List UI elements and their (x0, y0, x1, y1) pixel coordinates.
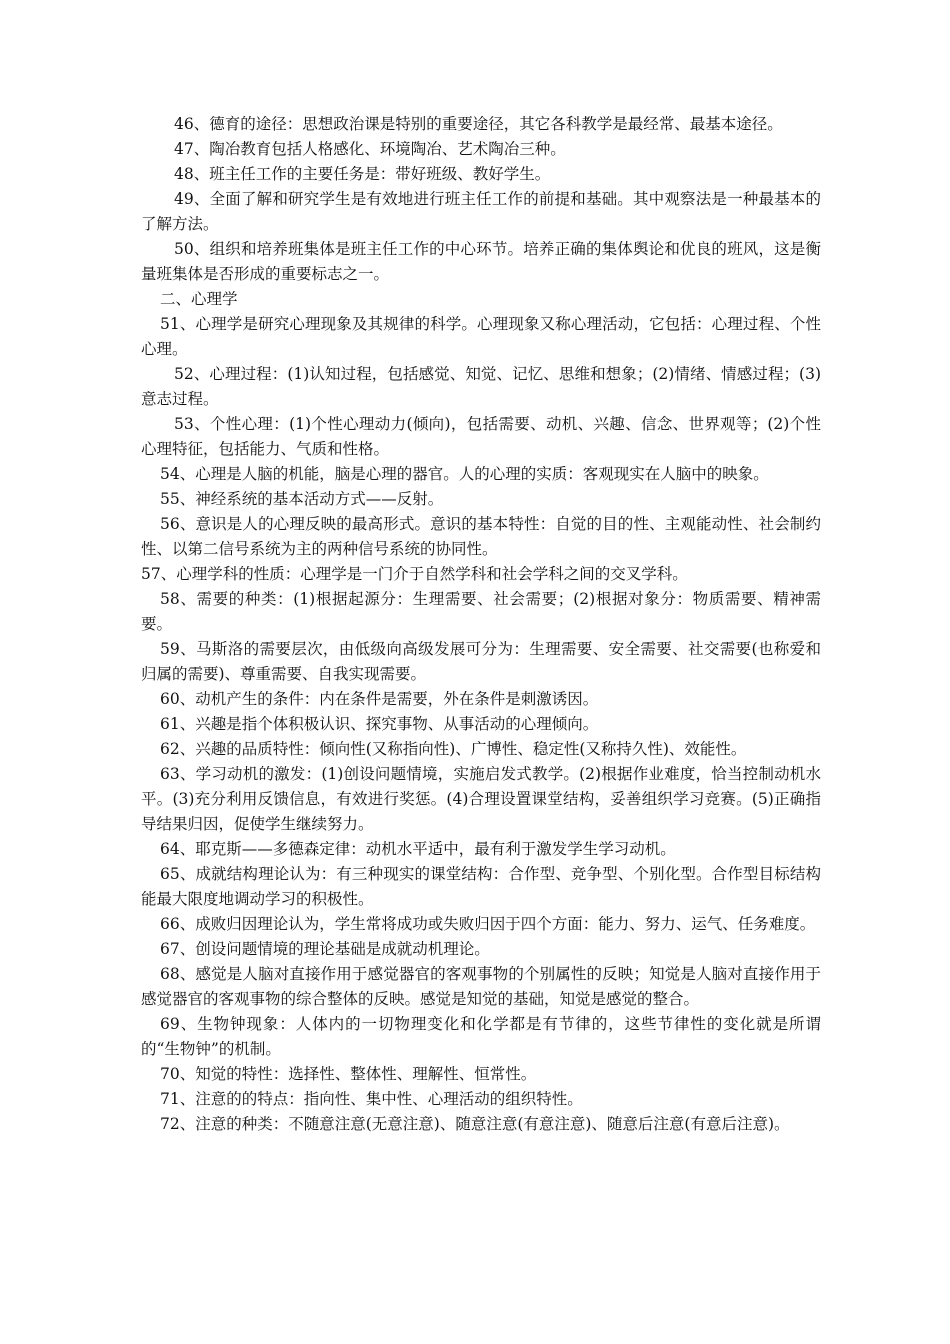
paragraph-50: 50、组织和培养班集体是班主任工作的中心环节。培养正确的集体舆论和优良的班风，这是衡量班集体是否形成的重要标志之一。 (141, 240, 821, 283)
section-heading-psychology: 二、心理学 (160, 290, 238, 308)
paragraph-58: 58、需要的种类：(1)根据起源分：生理需要、社会需要；(2)根据对象分：物质需要、精神需要。 (141, 590, 821, 633)
paragraph-70: 70、知觉的特性：选择性、整体性、理解性、恒常性。 (160, 1065, 537, 1083)
paragraph-72: 72、注意的种类：不随意注意(无意注意)、随意注意(有意注意)、随意后注意(有意后注意)。 (160, 1115, 790, 1133)
paragraph-60: 60、动机产生的条件：内在条件是需要，外在条件是刺激诱因。 (160, 690, 599, 708)
paragraph-56: 56、意识是人的心理反映的最高形式。意识的基本特性：自觉的目的性、主观能动性、社会制约性、以第二信号系统为主的两种信号系统的协同性。 (141, 515, 821, 558)
paragraph-48: 48、班主任工作的主要任务是：带好班级、教好学生。 (174, 165, 551, 183)
paragraph-59: 59、马斯洛的需要层次，由低级向高级发展可分为：生理需要、安全需要、社交需要(也称爱和归属的需要)、尊重需要、自我实现需要。 (141, 640, 821, 683)
paragraph-65: 65、成就结构理论认为：有三种现实的课堂结构：合作型、竞争型、个别化型。合作型目标结构能最大限度地调动学习的积极性。 (141, 865, 821, 908)
paragraph-51: 51、心理学是研究心理现象及其规律的科学。心理现象又称心理活动，它包括：心理过程、个性心理。 (141, 315, 821, 358)
paragraph-62: 62、兴趣的品质特性：倾向性(又称指向性)、广博性、稳定性(又称持久性)、效能性。 (160, 740, 747, 758)
paragraph-49: 49、全面了解和研究学生是有效地进行班主任工作的前提和基础。其中观察法是一种最基本的了解方法。 (141, 190, 821, 233)
paragraph-61: 61、兴趣是指个体积极认识、探究事物、从事活动的心理倾向。 (160, 715, 599, 733)
paragraph-71: 71、注意的的特点：指向性、集中性、心理活动的组织特性。 (160, 1090, 583, 1108)
paragraph-47: 47、陶冶教育包括人格感化、环境陶冶、艺术陶冶三种。 (174, 140, 566, 158)
paragraph-69: 69、生物钟现象：人体内的一切物理变化和化学都是有节律的，这些节律性的变化就是所谓的“生物钟”的机制。 (141, 1015, 821, 1058)
paragraph-55: 55、神经系统的基本活动方式——反射。 (160, 490, 444, 508)
paragraph-46: 46、德育的途径：思想政治课是特别的重要途径，其它各科教学是最经常、最基本途径。 (174, 115, 783, 133)
paragraph-66: 66、成败归因理论认为，学生常将成功或失败归因于四个方面：能力、努力、运气、任务难度。 (160, 915, 816, 933)
paragraph-63: 63、学习动机的激发：(1)创设问题情境，实施启发式教学。(2)根据作业难度，恰当控制动机水平。(3)充分利用反馈信息，有效进行奖惩。(4)合理设置课堂结构，妥善组织学习竞赛。(5)正确指导结果归因，促使学生继续努力。 (141, 765, 821, 833)
paragraph-67: 67、创设问题情境的理论基础是成就动机理论。 (160, 940, 490, 958)
paragraph-68: 68、感觉是人脑对直接作用于感觉器官的客观事物的个别属性的反映；知觉是人脑对直接作用于感觉器官的客观事物的综合整体的反映。感觉是知觉的基础，知觉是感觉的整合。 (141, 965, 821, 1008)
document-page (141, 112, 821, 1137)
paragraph-54: 54、心理是人脑的机能，脑是心理的器官。人的心理的实质：客观现实在人脑中的映象。 (160, 465, 769, 483)
paragraph-53: 53、个性心理：(1)个性心理动力(倾向)，包括需要、动机、兴趣、信念、世界观等；(2)个性心理特征，包括能力、气质和性格。 (141, 415, 821, 458)
paragraph-57: 57、心理学科的性质：心理学是一门介于自然学科和社会学科之间的交叉学科。 (141, 565, 688, 583)
paragraph-64: 64、耶克斯——多德森定律：动机水平适中，最有利于激发学生学习动机。 (160, 840, 676, 858)
paragraph-52: 52、心理过程：(1)认知过程，包括感觉、知觉、记忆、思维和想象；(2)情绪、情感过程；(3)意志过程。 (141, 365, 821, 408)
